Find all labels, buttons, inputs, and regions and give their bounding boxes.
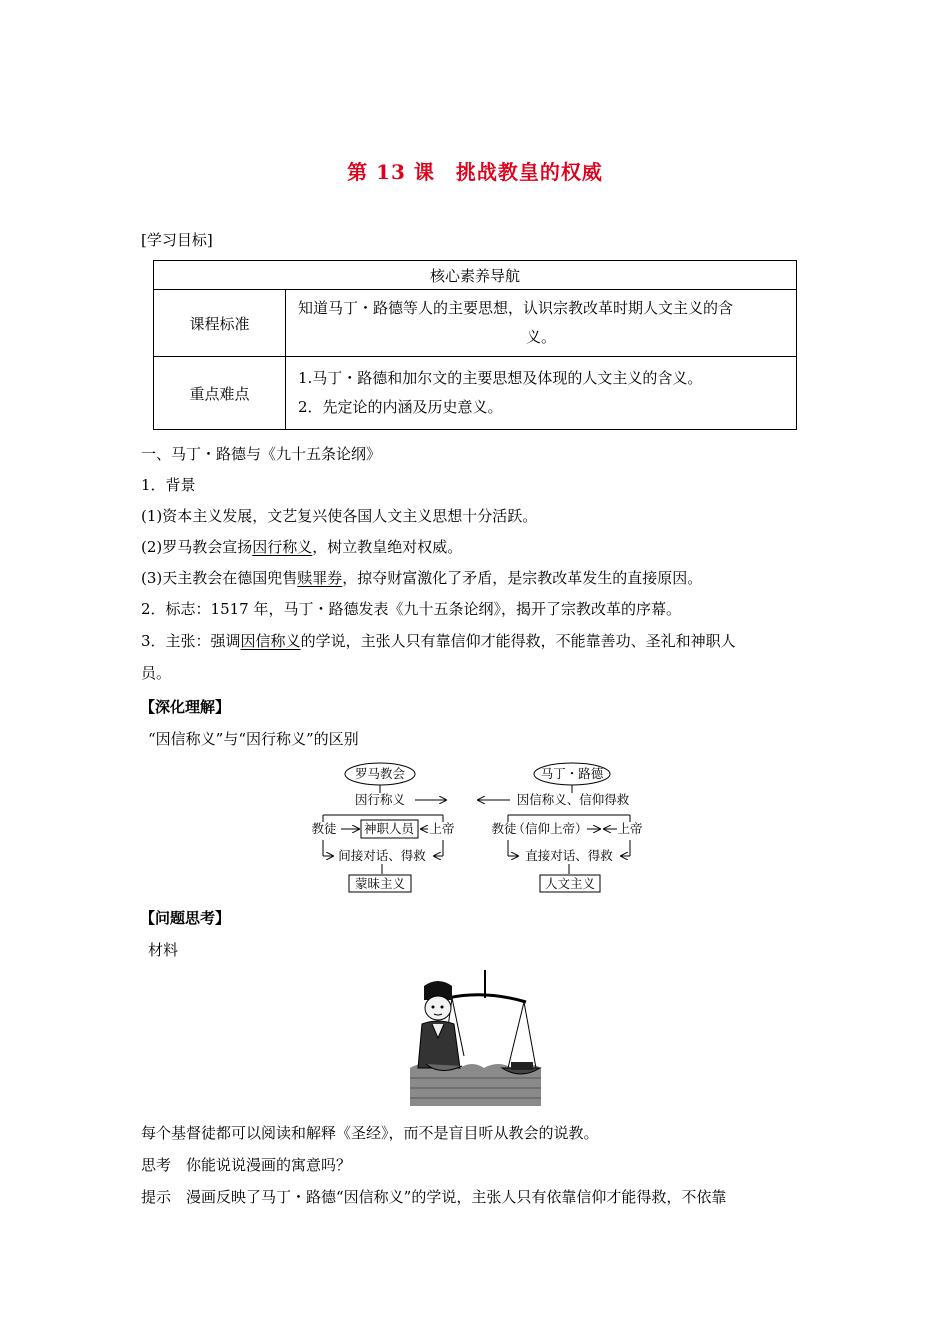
- table-row: [154, 357, 797, 430]
- row-label-keypoints: 重点难点: [154, 357, 286, 430]
- keypoints-line-1: 1.马丁・路德和加尔文的主要思想及体现的人文主义的含义。: [298, 369, 703, 387]
- material-label: 材料: [148, 941, 179, 959]
- row-content-standard: [286, 290, 797, 357]
- page-title: 第 13 课 挑战教皇的权威: [347, 160, 603, 184]
- scale-cartoon-image: [408, 968, 543, 1108]
- section-heading: 一、马丁・路德与《九十五条论纲》: [141, 445, 382, 463]
- left-dialog: 间接对话、得救: [338, 848, 426, 863]
- question-label: 【问题思考】: [140, 909, 231, 927]
- row-label-standard: 课程标准: [154, 290, 286, 357]
- background-point-3: (3)天主教会在德国兜售赎罪券，掠夺财富激化了矛盾，是宗教改革发生的直接原因。: [141, 569, 703, 587]
- item-claim: 3．主张：强调因信称义的学说，主张人只有靠信仰才能得救，不能靠善功、圣礼和神职人: [141, 632, 736, 650]
- left-top-label: 因行称义: [354, 792, 406, 807]
- keypoints-line-2: 2．先定论的内涵及历史意义。: [298, 398, 503, 416]
- left-god: 上帝: [429, 821, 455, 836]
- item-background: 1．背景: [141, 476, 196, 494]
- underlined-term: 因行称义: [252, 538, 313, 556]
- background-point-2: (2)罗马教会宣扬因行称义，树立教皇绝对权威。: [141, 538, 463, 556]
- deepen-label: 【深化理解】: [140, 698, 231, 716]
- deepen-subtitle: “因信称义”与“因行称义”的区别: [148, 730, 359, 748]
- comparison-diagram: [300, 760, 660, 900]
- think-question: 思考 你能说说漫画的寓意吗？: [141, 1156, 352, 1174]
- left-oval-label: 罗马教会: [354, 766, 406, 781]
- row-content-keypoints: [286, 357, 797, 430]
- background-point-1: (1)资本主义发展，文艺复兴使各国人文主义思想十分活跃。: [141, 507, 538, 525]
- right-believer: 教徒: [491, 821, 517, 836]
- right-oval-label: 马丁・路德: [540, 766, 604, 781]
- material-caption: 每个基督徒都可以阅读和解释《圣经》，而不是盲目听从教会的说教。: [141, 1124, 599, 1142]
- hint-text: 提示 漫画反映了马丁・路德“因信称义”的学说，主张人只有依靠信仰才能得救，不依靠: [141, 1188, 727, 1206]
- underlined-term: 赎罪券: [297, 569, 343, 587]
- left-result: 蒙昧主义: [354, 876, 406, 891]
- item-sign: 2．标志：1517 年，马丁・路德发表《九十五条论纲》，揭开了宗教改革的序幕。: [141, 600, 681, 618]
- right-dialog: 直接对话、得救: [525, 848, 613, 863]
- item-claim-cont: 员。: [141, 664, 172, 682]
- right-result: 人文主义: [544, 876, 596, 891]
- table-row: [154, 290, 797, 357]
- left-clergy: 神职人员: [363, 821, 415, 836]
- standard-line-2: 义。: [525, 328, 556, 346]
- right-top-label: 因信称义、信仰得救: [516, 792, 630, 807]
- objectives-table: [153, 260, 797, 430]
- standard-line-1: 知道马丁・路德等人的主要思想，认识宗教改革时期人文主义的含: [298, 299, 734, 317]
- table-header: 核心素养导航: [154, 261, 797, 290]
- left-believer: 教徒: [311, 821, 337, 836]
- right-god: 上帝: [617, 821, 643, 836]
- right-mid: （信仰上帝）: [512, 821, 588, 836]
- objectives-label: [学习目标]: [141, 231, 213, 249]
- underlined-term: 因信称义: [240, 632, 301, 650]
